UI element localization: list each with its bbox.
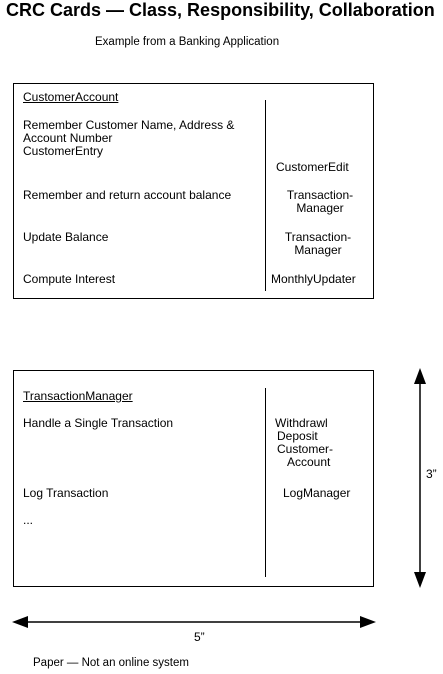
collaborator-line: Manager xyxy=(296,201,344,215)
collaborator-deposit: Deposit xyxy=(277,429,318,443)
collaborator-line: Transaction- xyxy=(286,188,354,202)
collaborator-monthly-updater: MonthlyUpdater xyxy=(271,272,356,286)
responsibility-compute-interest: Compute Interest xyxy=(23,272,116,286)
responsibility-account-balance: Remember and return account balance xyxy=(23,188,232,202)
class-name: TransactionManager xyxy=(23,389,133,403)
collaborator-customer-account: Customer- xyxy=(277,442,334,456)
responsibility-ellipsis: ... xyxy=(23,513,34,527)
arrow-up-icon xyxy=(414,368,426,384)
arrow-down-icon xyxy=(414,572,426,588)
footer-note: Paper — Not an online system xyxy=(33,657,189,669)
responsibility-log-transaction: Log Transaction xyxy=(23,486,109,500)
collaborator-withdrawl: Withdrawl xyxy=(275,416,328,430)
collaborator-customer-account: Account xyxy=(287,455,331,469)
responsibility-update-balance: Update Balance xyxy=(23,230,109,244)
collaborator-line: Transaction- xyxy=(284,230,352,244)
responsibility-handle-transaction: Handle a Single Transaction xyxy=(23,416,174,430)
collaborator-customer-edit: CustomerEdit xyxy=(276,160,349,174)
collaborator-log-manager: LogManager xyxy=(283,486,351,500)
arrow-right-icon xyxy=(360,616,376,628)
height-label: 3” xyxy=(426,467,437,481)
collaborator-line: Manager xyxy=(294,243,342,257)
class-name: CustomerAccount xyxy=(23,90,119,104)
diagram-title: CRC Cards — Class, Responsibility, Collaboration xyxy=(6,0,435,20)
arrow-left-icon xyxy=(12,616,28,628)
width-label: 5” xyxy=(194,630,205,644)
responsibility-line: Remember Customer Name, Address & xyxy=(23,118,235,132)
responsibility-line: Account Number xyxy=(23,131,113,145)
diagram-subtitle: Example from a Banking Application xyxy=(95,36,280,48)
responsibility-line: CustomerEntry xyxy=(23,144,104,158)
